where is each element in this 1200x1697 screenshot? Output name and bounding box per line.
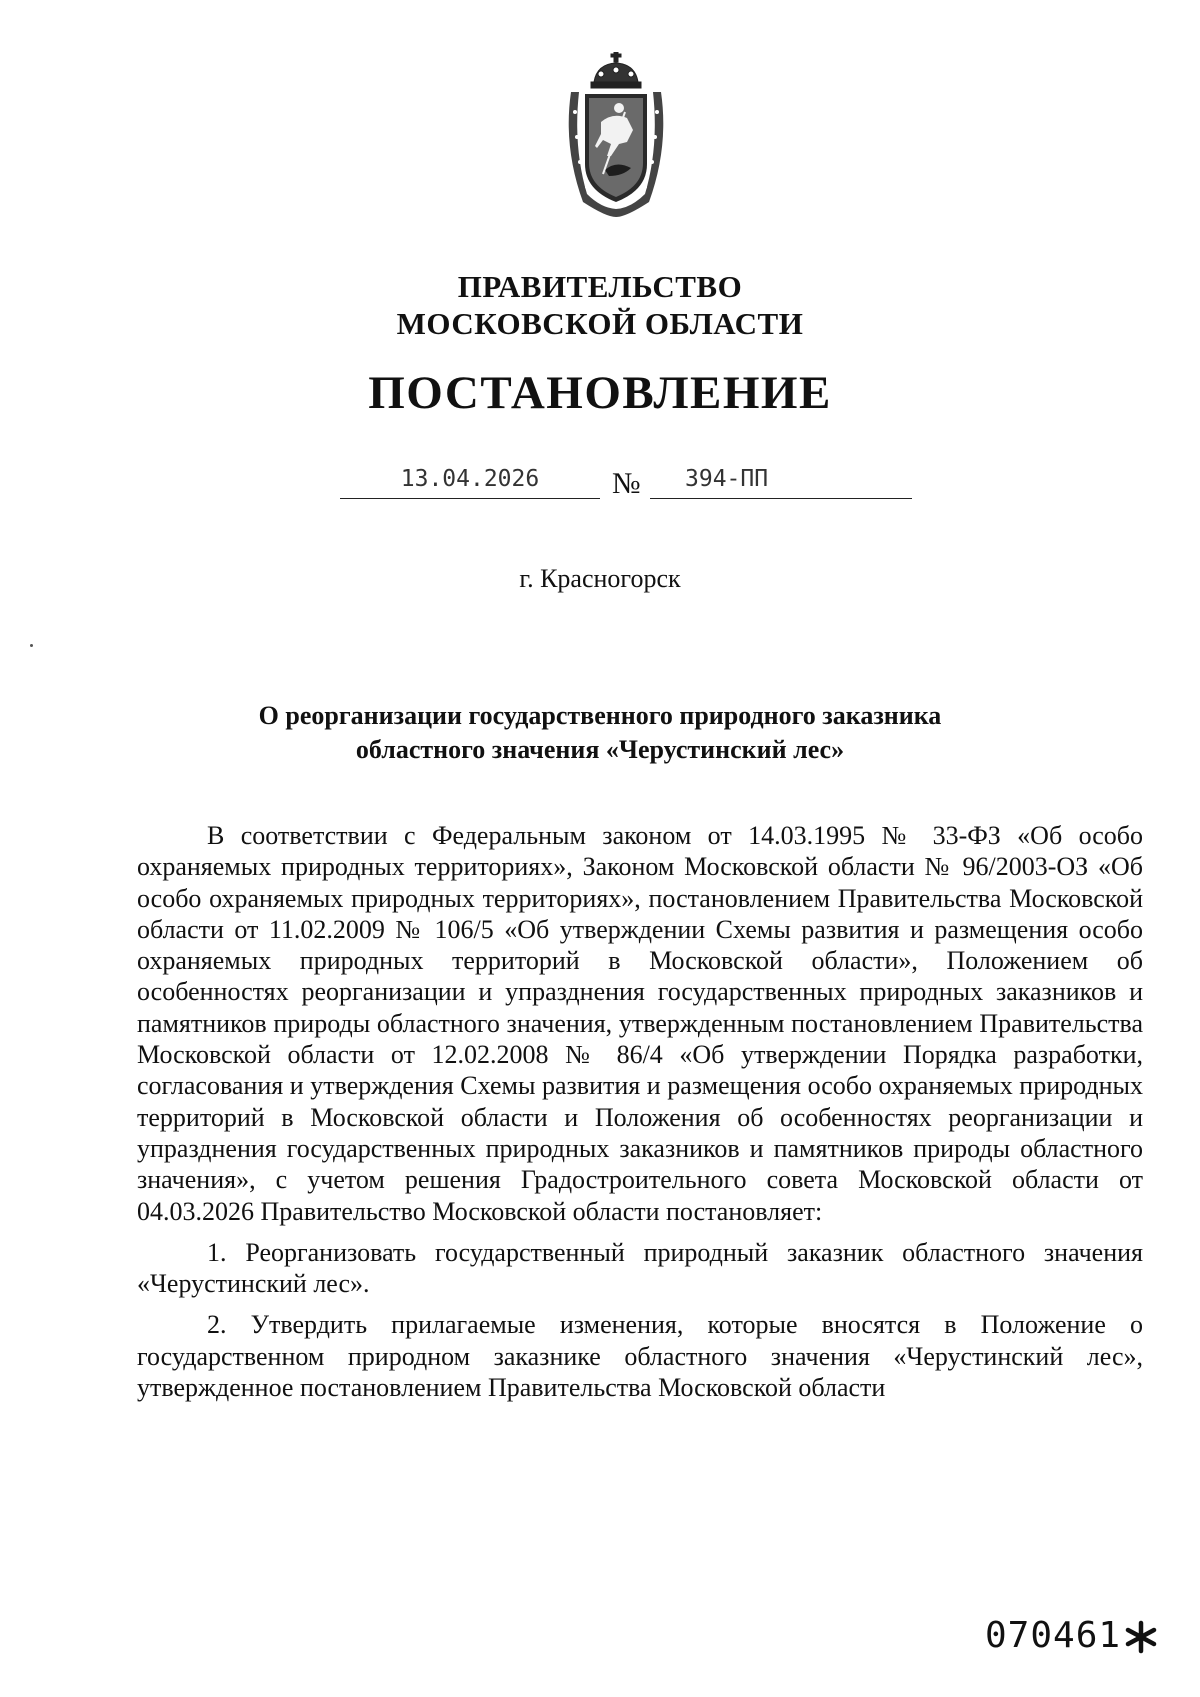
city-label: г. Красногорск [519,564,681,593]
document-number-field [650,460,912,499]
document-number-value: 394-ПП [685,466,769,492]
org-name-line2: МОСКОВСКОЙ ОБЛАСТИ [396,306,804,341]
document-body [137,820,1143,1403]
coat-of-arms-emblem [561,52,671,217]
org-name-line1: ПРАВИТЕЛЬСТВО [457,269,743,304]
document-type-heading: ПОСТАНОВЛЕНИЕ [368,367,832,419]
resolution-item-2: 2. Утвердить прилагаемые изменения, которые вносятся в Положение о государственном природном заказнике областного значения «Черустинский лес», утвержденное постановлением Правительства Московской области [137,1310,1143,1403]
number-sign-label: № [612,467,641,500]
document-date-field: 13.04.2026 [340,460,600,499]
scan-mark [30,644,33,647]
asterisk-icon [1124,1620,1158,1654]
resolution-item-1: 1. Реорганизовать государственный природный заказник областного значения «Черустинский лес». [137,1237,1143,1299]
preamble-paragraph: В соответствии с Федеральным законом от 14.03.1995 № 33-ФЗ «Об особо охраняемых природных территориях», Законом Московской области № 96/2003-ОЗ «Об особо охраняемых природных территориях», постановлением Правительства Московской области от 11.02.2009 № 106/5 «Об утверждении Схемы развития и размещения особо охраняемых природных территорий в Московской области», Положением об особенностях реорганизации и упразднения государственных природных заказников и памятников природы областного значения, утвержденным постановлением Правительства Московской области от 12.02.2008 № 86/4 «Об утверждении Порядка разработки, согласования и утверждения Схемы развития и размещения особо охраняемых природных территорий в Московской области и Положения об особенностях реорганизации и упразднения государственных природных заказников и памятников природы областного значения», с учетом решения Градостроительного совета Московской области от 04.03.2026 Правительство Московской области постановляет: [137,821,1143,1226]
serial-number: 070461 [985,1615,1122,1656]
document-title-line2: областного значения «Черустинский лес» [355,735,845,764]
document-title-line1: О реорганизации государственного природного заказника [258,701,942,730]
